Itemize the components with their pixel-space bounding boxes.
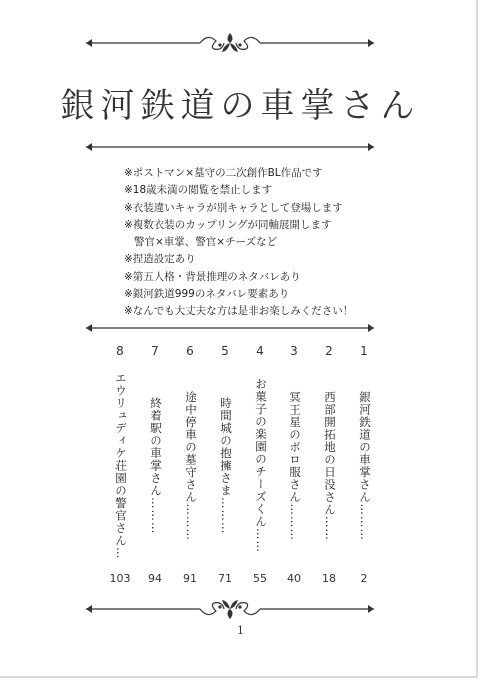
content-warnings bbox=[124, 165, 384, 321]
chapter-title: お菓子の楽園のチーズくん…… bbox=[254, 378, 268, 553]
toc-entry[interactable] bbox=[355, 342, 373, 592]
chapter-number: 6 bbox=[186, 344, 194, 358]
chapter-title: 時間城の抱擁さま……… bbox=[219, 396, 233, 535]
toc-entry[interactable] bbox=[216, 342, 234, 592]
chapter-page: 18 bbox=[322, 572, 336, 585]
toc-entry[interactable] bbox=[285, 342, 303, 592]
toc-entry[interactable] bbox=[320, 342, 338, 592]
note-item: ※第五人格・背景推理のネタバレあり bbox=[124, 270, 301, 283]
chapter-page: 40 bbox=[287, 572, 301, 585]
top-ornament bbox=[80, 30, 380, 56]
note-item: ※衣装違いキャラが別キャラとして登場します bbox=[124, 201, 343, 214]
chapter-number: 7 bbox=[151, 344, 159, 358]
note-item: 警官×車掌、警官×チーズなど bbox=[134, 236, 278, 249]
chapter-title: 終着駅の車掌さん……… bbox=[149, 396, 163, 535]
chapter-title: 銀河鉄道の車掌さん……… bbox=[358, 390, 372, 541]
chapter-page: 103 bbox=[109, 572, 131, 585]
chapter-page: 71 bbox=[218, 572, 232, 585]
chapter-page: 91 bbox=[183, 572, 197, 585]
chapter-number: 4 bbox=[256, 344, 264, 358]
table-of-contents bbox=[0, 342, 481, 592]
toc-entry[interactable] bbox=[146, 342, 164, 592]
chapter-number: 1 bbox=[360, 344, 368, 358]
note-item: ※複数衣装のカップリングが同軸展開します bbox=[124, 218, 332, 231]
chapter-title: 途中停車の墓守さん……… bbox=[184, 390, 198, 541]
chapter-title: 西部開拓地の日没さん…… bbox=[323, 390, 337, 541]
chapter-title: エウリュディケ荘園の警官さん… bbox=[114, 371, 128, 560]
page-number: 1 bbox=[237, 624, 244, 637]
note-item: ※なんでも大丈夫な方は是非お楽しみください！ bbox=[124, 305, 354, 318]
note-item: ※銀河鉄道999のネタバレ要素あり bbox=[124, 288, 290, 301]
chapter-title: 冥王星のボロ服さん……… bbox=[288, 390, 302, 541]
notes-divider bbox=[80, 315, 380, 341]
chapter-number: 2 bbox=[325, 344, 333, 358]
note-item: ※18歳未満の閲覧を禁止します bbox=[124, 184, 273, 197]
note-item: ※捏造設定あり bbox=[124, 253, 196, 266]
chapter-number: 8 bbox=[116, 344, 124, 358]
chapter-number: 3 bbox=[290, 344, 298, 358]
toc-entry[interactable] bbox=[111, 342, 129, 592]
chapter-page: 55 bbox=[253, 572, 267, 585]
toc-entry[interactable] bbox=[251, 342, 269, 592]
bottom-ornament bbox=[80, 596, 380, 622]
page-title: 銀河鉄道の車掌さん bbox=[60, 86, 421, 126]
note-item: ※ポストマン×墓守の二次創作BL作品です bbox=[124, 167, 323, 179]
toc-entry[interactable] bbox=[181, 342, 199, 592]
chapter-page: 94 bbox=[148, 572, 162, 585]
chapter-number: 5 bbox=[221, 344, 229, 358]
title-divider bbox=[80, 134, 380, 160]
chapter-page: 2 bbox=[360, 572, 368, 585]
